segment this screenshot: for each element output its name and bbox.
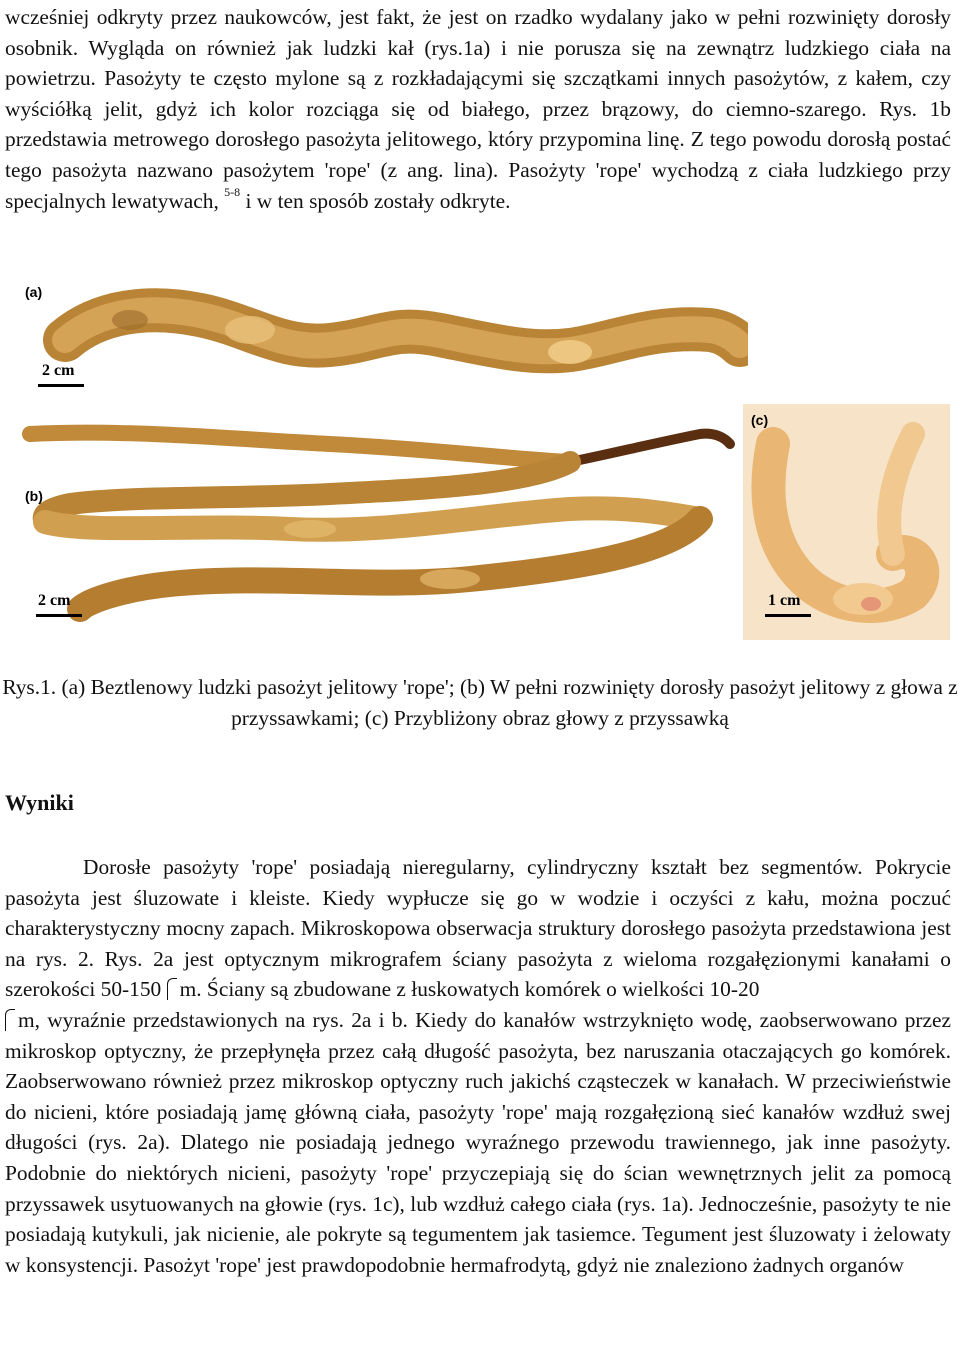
micro-symbol — [5, 1009, 15, 1031]
panel-c-scale-bar — [765, 614, 811, 617]
section-heading: Wyniki — [5, 790, 74, 815]
panel-b-label: (b) — [25, 488, 43, 504]
citation-superscript: 5-8 — [224, 185, 241, 200]
panel-c-label: (c) — [751, 412, 769, 428]
results-paragraph — [5, 852, 951, 1280]
figure-1 — [10, 270, 950, 640]
figure-panel-c — [743, 404, 950, 640]
panel-b-scale-bar — [36, 614, 82, 617]
results-text-2: m. Ściany są zbudowane z łuskowatych komórek o wielkości 10-20 — [179, 977, 760, 1002]
panel-a-scale-bar — [38, 384, 84, 387]
intro-paragraph — [5, 2, 951, 216]
panel-a-scale-label: 2 cm — [42, 362, 75, 379]
intro-text-end: i w ten sposób zostały odkryte. — [240, 188, 511, 213]
panel-b-scale-label: 2 cm — [38, 592, 71, 609]
results-text-3: m, wyraźnie przedstawionych na rys. 2a i b. Kiedy do kanałów wstrzyknięto wodę, zaobserwowano przez mikroskop optyczny, że przepłynęła przez całą długość pasożyta, bez naruszania otaczających go komórek. Zaobserwowano również przez mikroskop optyczny ruch jakichś cząsteczek w kanałach. W przeciwieństwie do nicieni, które posiadają jamę główną ciała, pasożyty 'rope' mają rozgałęzioną sieć kanałów wzdłuż swej długości (rys. 2a). Dlatego nie posiadają jednego wyraźnego przewodu trawiennego, jak inne pasożyty. Podobnie do niektórych nicieni, pasożyty 'rope' przyczepiają się do ścian wewnętrznych jelit za pomocą przyssawek usytuowanych na głowie (rys. 1c), lub wzdłuż całego ciała (rys. 1a). Jednocześnie, pasożyty te nie posiadają kutykuli, jak nicienie, ale pokryte są tegumentem jak tasiemce. Tegument jest śluzowaty i żelowaty w konsystencji. Pasożyt 'rope' jest prawdopodobnie hermafrodytą, gdyż nie znaleziono żadnych organów — [5, 1007, 951, 1277]
micro-symbol — [167, 978, 177, 1000]
panel-c-scale-label: 1 cm — [768, 592, 801, 609]
figure-panel-a — [10, 270, 748, 402]
figure-caption: Rys.1. (a) Beztlenowy ludzki pasożyt jelitowy 'rope'; (b) W pełni rozwinięty dorosły pasożyt jelitowy z głowa z przyssawkami; (c) Przybliżony obraz głowy z przyssawką — [2, 675, 958, 730]
intro-text: wcześniej odkryty przez naukowców, jest fakt, że jest on rzadko wydalany jako w pełni rozwinięty dorosły osobnik. Wygląda on również jak ludzki kał (rys.1a) i nie porusza się na zewnątrz ludzkiego ciała na powietrzu. Pasożyty te często mylone są z rozkładającymi się szczątkami innych pasożytów, z kałem, czy wyściółką jelit, gdyż ich kolor rozciąga się od białego, przez brązowy, do ciemno-szarego. Rys. 1b przedstawia metrowego dorosłego pasożyta jelitowego, który przypomina linę. Z tego powodu dorosłą postać tego pasożyta nazwano pasożytem 'rope' (z ang. lina). Pasożyty 'rope' wychodzą z ciała ludzkiego przy specjalnych lewatywach, — [5, 5, 951, 213]
panel-a-label: (a) — [25, 284, 43, 300]
figure-panel-b — [10, 404, 738, 640]
worm-photo-b — [10, 404, 738, 640]
results-text-1: Dorosłe pasożyty 'rope' posiadają nieregularny, cylindryczny kształt bez segmentów. Pokrycie pasożyta jest śluzowate i kleiste. Kiedy wypłucze się go w wodzie i oczyści z kału, można poczuć charakterystyczny mocny zapach. Mikroskopowa obserwacja struktury dorosłego pasożyta przedstawiona jest na rys. 2. Rys. 2a jest optycznym mikrografem ściany pasożyta z wieloma rozgałęzionymi kanałami o szerokości 50-150 — [5, 855, 951, 1002]
worm-photo-a — [10, 270, 748, 402]
